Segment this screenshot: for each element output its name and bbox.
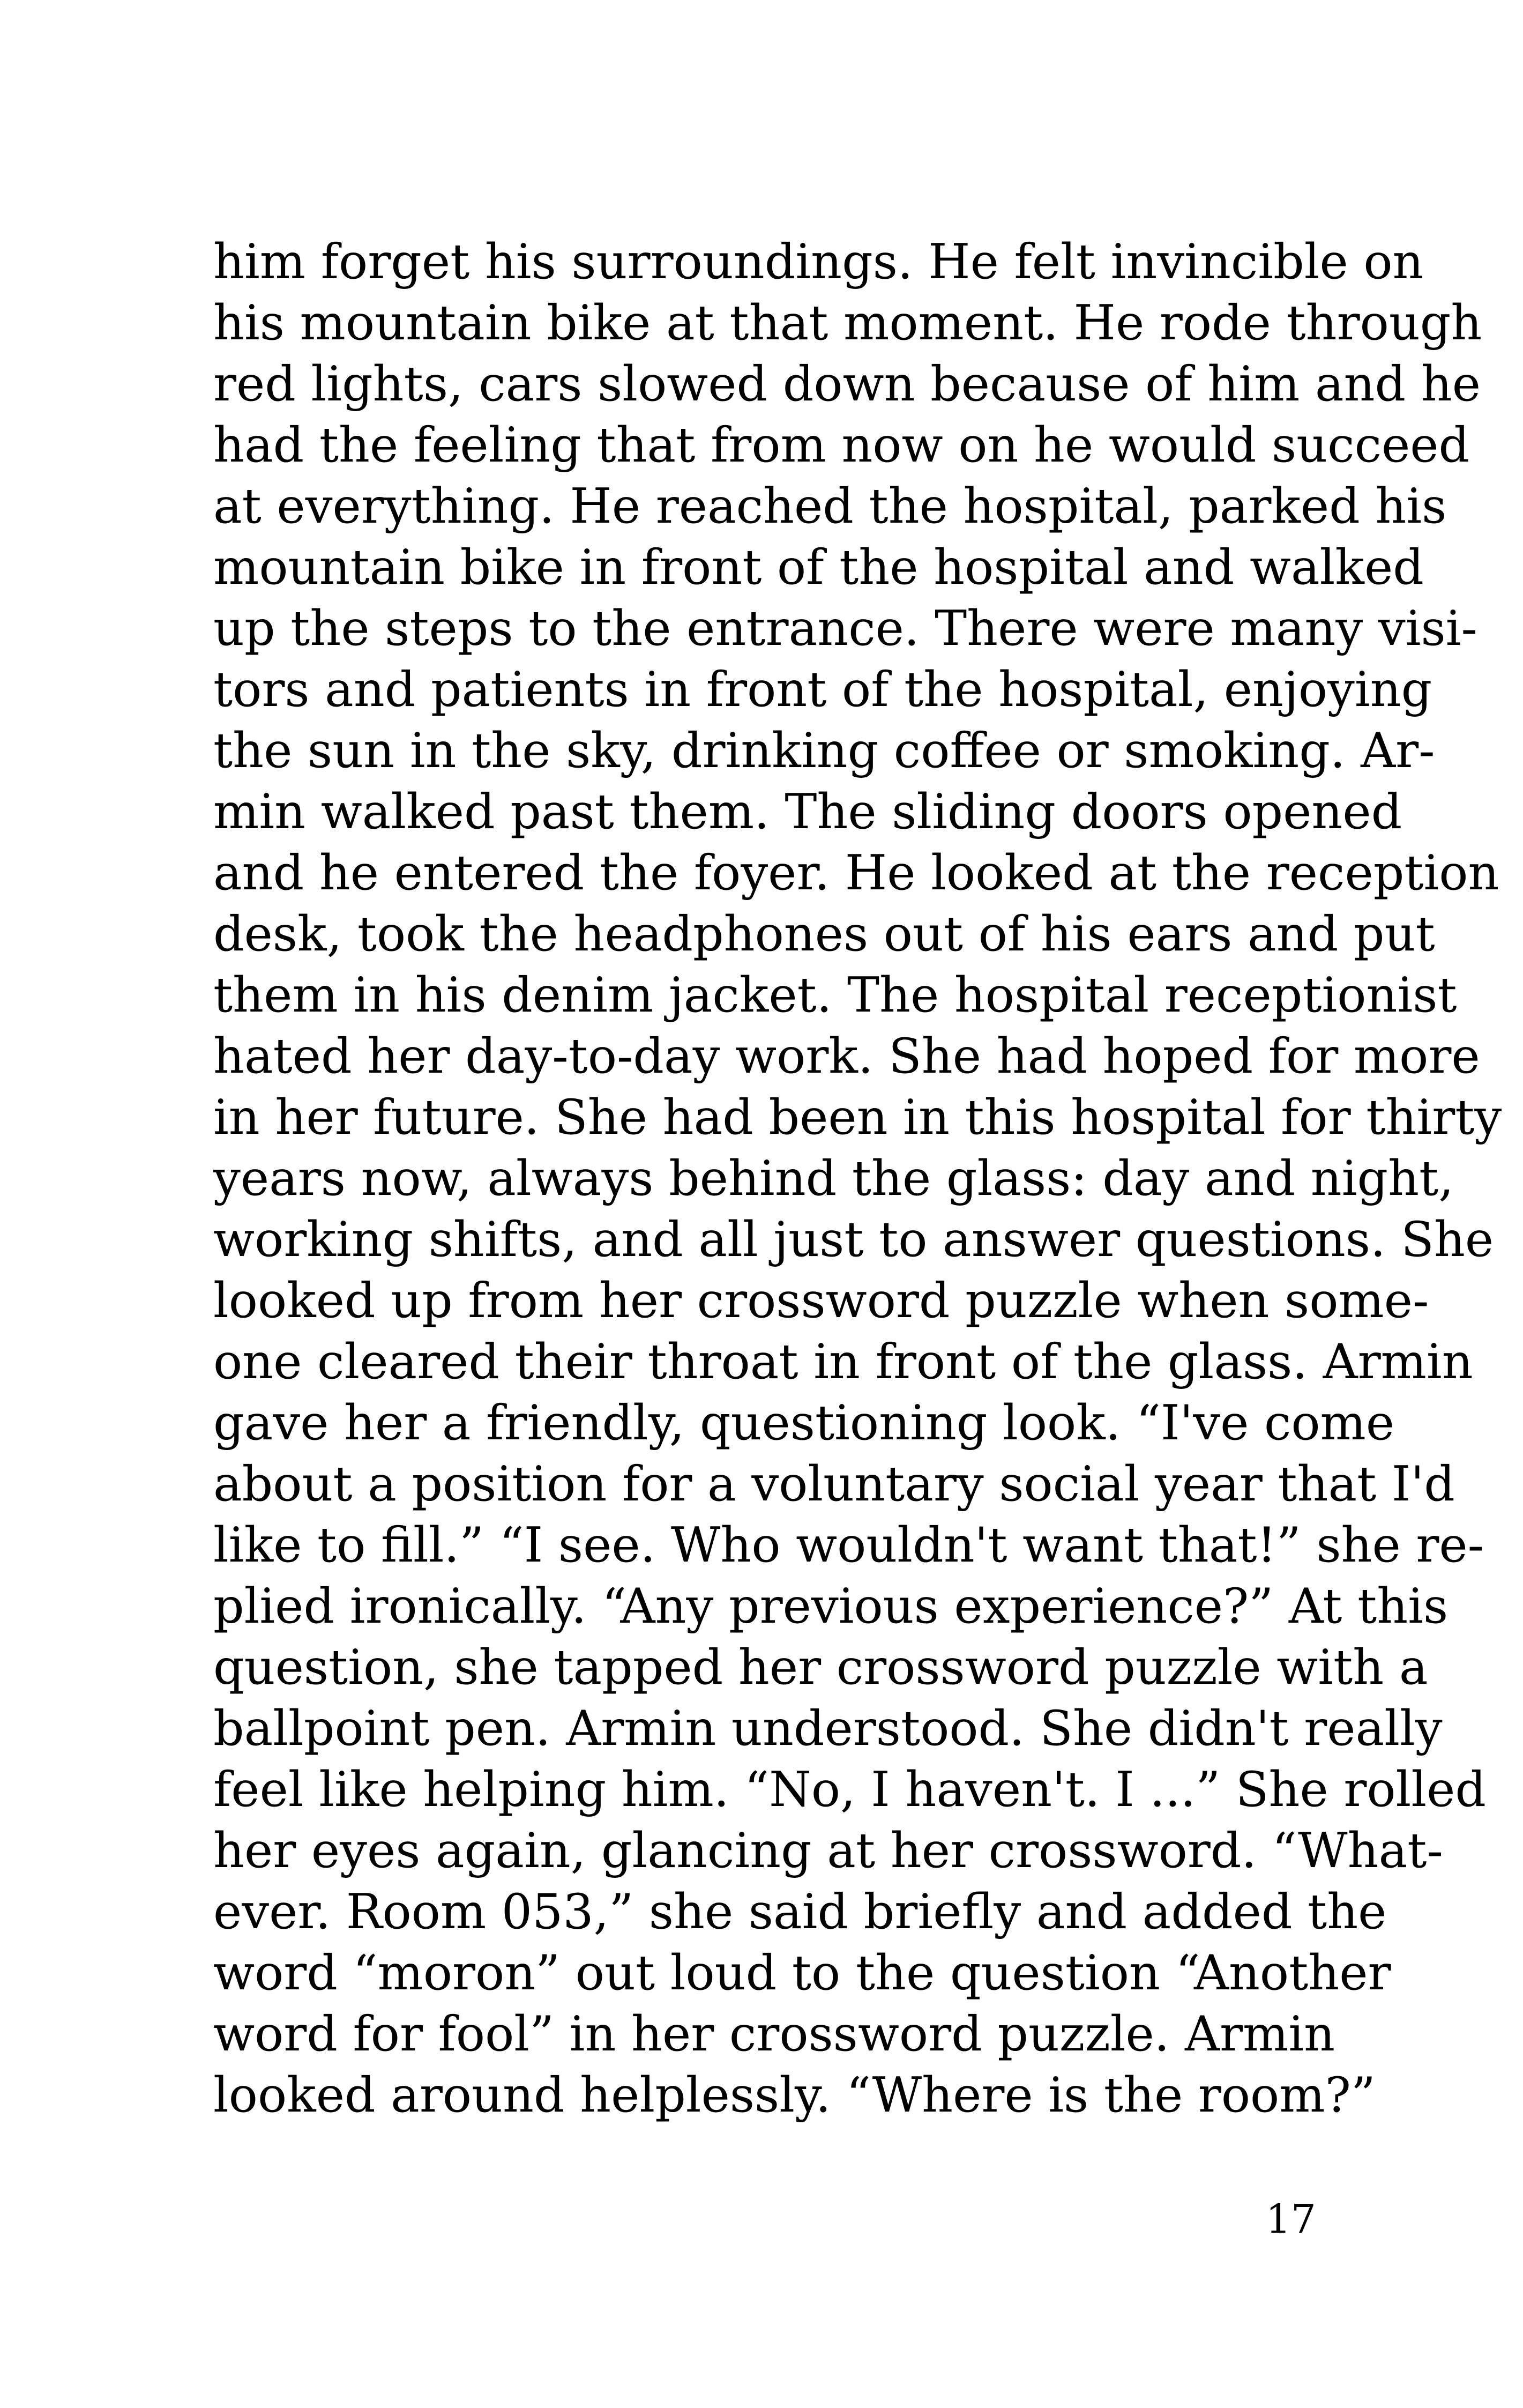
text-line: mountain bike in front of the hospital and walked bbox=[213, 539, 1424, 596]
text-line: his mountain bike at that moment. He rode through bbox=[213, 295, 1482, 351]
text-line: and he entered the foyer. He looked at the reception bbox=[213, 845, 1499, 901]
text-line: ballpoint pen. Armin understood. She didn't really bbox=[213, 1700, 1443, 1757]
text-line: him forget his surroundings. He felt invincible on bbox=[213, 234, 1424, 290]
text-line: feel like helping him. “No, I haven't. I ...” She rolled bbox=[213, 1762, 1486, 1818]
text-line: hated her day-to-day work. She had hoped for more bbox=[213, 1028, 1480, 1084]
text-line: in her future. She had been in this hospital for thirty bbox=[213, 1089, 1502, 1146]
text-line: looked around helplessly. “Where is the room?” bbox=[213, 2067, 1376, 2123]
text-line: plied ironically. “Any previous experience?” At this bbox=[213, 1578, 1449, 1634]
text-line: like to fill.” “I see. Who wouldn't want that!” she re- bbox=[213, 1517, 1484, 1573]
text-line: her eyes again, glancing at her crossword. “What- bbox=[213, 1823, 1443, 1879]
body-text bbox=[213, 232, 1502, 2126]
text-line: one cleared their throat in front of the glass. Armin bbox=[213, 1334, 1473, 1390]
text-line: min walked past them. The sliding doors opened bbox=[213, 784, 1402, 840]
text-line: red lights, cars slowed down because of him and he bbox=[213, 356, 1481, 412]
text-line: had the feeling that from now on he would succeed bbox=[213, 417, 1470, 473]
text-line: looked up from her crossword puzzle when some- bbox=[213, 1273, 1429, 1329]
text-line: ever. Room 053,” she said briefly and added the bbox=[213, 1884, 1387, 1940]
text-line: the sun in the sky, drinking coffee or smoking. Ar- bbox=[213, 723, 1435, 779]
text-line: up the steps to the entrance. There were many visi- bbox=[213, 600, 1477, 657]
text-line: at everything. He reached the hospital, parked his bbox=[213, 478, 1447, 534]
text-line: about a position for a voluntary social year that I'd bbox=[213, 1456, 1455, 1512]
text-line: question, she tapped her crossword puzzle with a bbox=[213, 1639, 1428, 1696]
text-line: gave her a friendly, questioning look. “I've come bbox=[213, 1395, 1395, 1451]
text-line: years now, always behind the glass: day and night, bbox=[213, 1150, 1454, 1207]
page-number: 17 bbox=[1265, 2196, 1316, 2242]
text-line: desk, took the headphones out of his ears and put bbox=[213, 906, 1435, 962]
text-line: word for fool” in her crossword puzzle. Armin bbox=[213, 2006, 1335, 2062]
text-line: them in his denim jacket. The hospital receptionist bbox=[213, 967, 1457, 1023]
text-line: working shifts, and all just to answer questions. She bbox=[213, 1212, 1494, 1268]
text-line: tors and patients in front of the hospital, enjoying bbox=[213, 662, 1432, 718]
text-line: word “moron” out loud to the question “Another bbox=[213, 1945, 1391, 2001]
